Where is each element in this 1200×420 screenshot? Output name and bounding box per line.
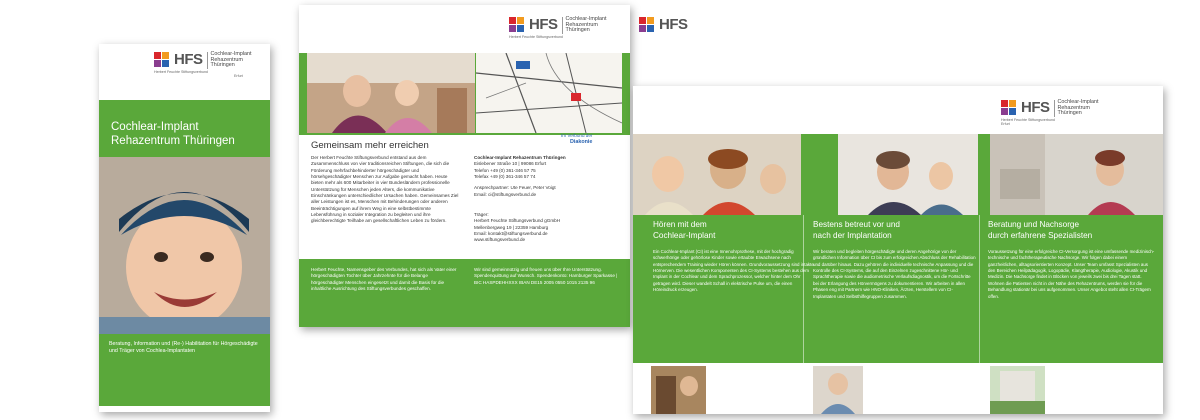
logo-text: HFS	[174, 51, 203, 68]
brochure-cover-panel	[99, 44, 270, 412]
hfs-logo-icon	[639, 17, 655, 33]
hfs-logo-icon	[509, 17, 525, 33]
column-text-2: Wir beraten und begleiten hörgeschädigte und deren Angehörige von der gründlichen Information über CI bis zum erfolgreichen Abschluss der Rehabilitation und darüber hinaus. Dazu gehören die individuelle technische Anpassung und die Kontrolle des CI-Systems, die auf den Einzelnen zugeschnittene Hör- und Sprachtherapie sowie die audiometrische Verlaufsdiagnostik, um die Fortschritte bei der Erlangung des Hörvermögens zu dokumentieren. Wir arbeiten in allen Phasen eng mit Partnern wie HNO-Kliniken, Ärzten, Herstellern von CI-Implantaten und Selbsthilfegruppen zusammen.	[813, 249, 976, 299]
hfs-logo: HFS Cochlear-Implant Rehazentrum Thüringen Herbert Feuchte Stiftungsverbund	[509, 16, 607, 40]
cover-caption: Beratung, Information und (Re-) Habilitation für Hörgeschädigte und Träger von Cochlea-Implantaten	[109, 341, 258, 355]
footer-donation-text: Wir sind gemeinnützig und freuen uns über Ihre Unterstützung. Spendenquittung auf Wunsch. Spendenkonto: Hamburger Sparkasse | BIC HASPDEHHXXX IBAN DE15 2005 0550 1015 2135 96	[474, 267, 618, 285]
bottom-photo-3	[990, 366, 1045, 414]
column-heading-1: Hören mit dem Cochlear-Implant	[653, 220, 716, 241]
child-photo	[99, 157, 270, 334]
contact-block: Cochlear-Implant Rehazentrum Thüringen Eislebener Straße 10 | 99086 Erfurt Telefon +49 (0) 361-346 57 75 Telefax +49 (0) 361-346 57 74 Ansprechpartner: Ute Feuer, Peter Voigt Email: ci@stiftungsverbund.de Träger: Herbert Feuchte Stiftungsverbund gGmbH Mellenbergweg 19 | 22359 Hamburg Email: kontakt@stiftungsverbund.de www.stiftungsverbund.de	[474, 155, 566, 243]
puppet-photo	[633, 134, 801, 215]
intro-text: Der Herbert Feuchte Stiftungsverbund entstand aus dem Zusammenschluss von vier traditionsreichen Stiftungen, die sich die Förderung mehrfachbehinderter hörgeschädigter und hörsehgeschädigter Menschen zur Aufgabe gemacht haben. Heute bieten mehr als 600 Mitarbeiter in vier Bundesländern professionelle Unterstützung für Menschen jeden Alters, die kommunikative Einschränkungen unterschiedlicher Ursachen haben. Gemeinsames Ziel aller Leistungen ist es, Menschen mit Behinderungen oder anderen Beeinträchtigungen auf ihrem Weg in eine selbstbestimmte Lebensführung in sozialer Integration zu begleiten und ihre gleichberechtigte Teilhabe am gesellschaftlichen Leben zu fördern.	[311, 155, 459, 224]
logo-tagline: Herbert Feuchte Stiftungsverbund	[154, 70, 208, 75]
cover-title: Cochlear-Implant Rehazentrum Thüringen	[111, 121, 235, 148]
column-text-1: Ein Cochlear-Implant (CI) ist eine Innenohrprothese, mit der hochgradig schwerhörige oder gehörlose Kinder sowie ertaubte Erwachsene nach entsprechendem Training wieder Hören können. Grundvoraussetzung sind intakte Hörnerven. Die wesentlichen Komponenten des CI-Systems bestehen aus dem Implant in der Cochlear und dem Sprachprozessor, welcher hinter dem Ohr getragen wird. Dieser wandelt Schall in elektrische Pulse um, die einen Höreindruck erzeugen.	[653, 249, 814, 293]
footer-founder-text: Herbert Feuchte, Namensgeber des Verbundes, hat sich als Vater einer hörgeschädigten Tochter über Jahrzehnte für die Belange hörgeschädigter Menschen eingesetzt und damit die Basis für die inhaltliche Ausrichtung des Stiftungsverbundes geschaffen.	[311, 267, 457, 291]
diakonie-logo: Im Verbund der Diakonie	[561, 133, 593, 145]
consultation-photo	[990, 134, 1163, 215]
logo-location: Erfurt	[234, 74, 243, 78]
hfs-logo-icon	[154, 52, 170, 68]
bottom-photo-2	[813, 366, 863, 414]
hfs-logo-icon	[1001, 100, 1017, 116]
hfs-logo-right: HFS	[639, 17, 688, 33]
bottom-photo-1	[651, 366, 706, 414]
logo-side-text: Cochlear-Implant Rehazentrum Thüringen	[207, 52, 252, 69]
brochure-inside-panel	[633, 86, 1163, 414]
section-heading: Gemeinsam mehr erreichen	[311, 140, 429, 151]
hfs-logo	[154, 51, 252, 78]
ear-exam-photo	[813, 134, 978, 215]
column-heading-3: Beratung und Nachsorge durch erfahrene Spezialisten	[988, 220, 1093, 241]
therapy-photo	[307, 53, 475, 133]
column-text-3: Voraussetzung für eine erfolgreiche CI-Versorgung ist eine umfassende medizinisch-technische und fachtherapeutische Nachsorge. Wir folgen dabei einem ganzheitlichen, alltagsorientierten Konzept. Unser Team umfasst Spezialisten aus den Bereichen Heilpädagogik, Logopädie, Klangtherapie, Audiologie, Akustik und Medizin. Die Nachsorge findet in Blöcken von jeweils zwei bis drei Tagen statt. Wohnen die Patienten nicht in der Nähe des Rehazentrums, werden sie für die Behandlung stationär bei uns aufgenommen. Unser Angebot steht allen CI-Trägern offen.	[988, 249, 1155, 299]
hfs-logo: HFS Cochlear-Implant Rehazentrum Thüringen Herbert Feuchte Stiftungsverbund Erfurt	[1001, 99, 1099, 127]
location-map	[476, 53, 622, 133]
column-heading-2: Bestens betreut vor und nach der Implantation	[813, 220, 900, 241]
